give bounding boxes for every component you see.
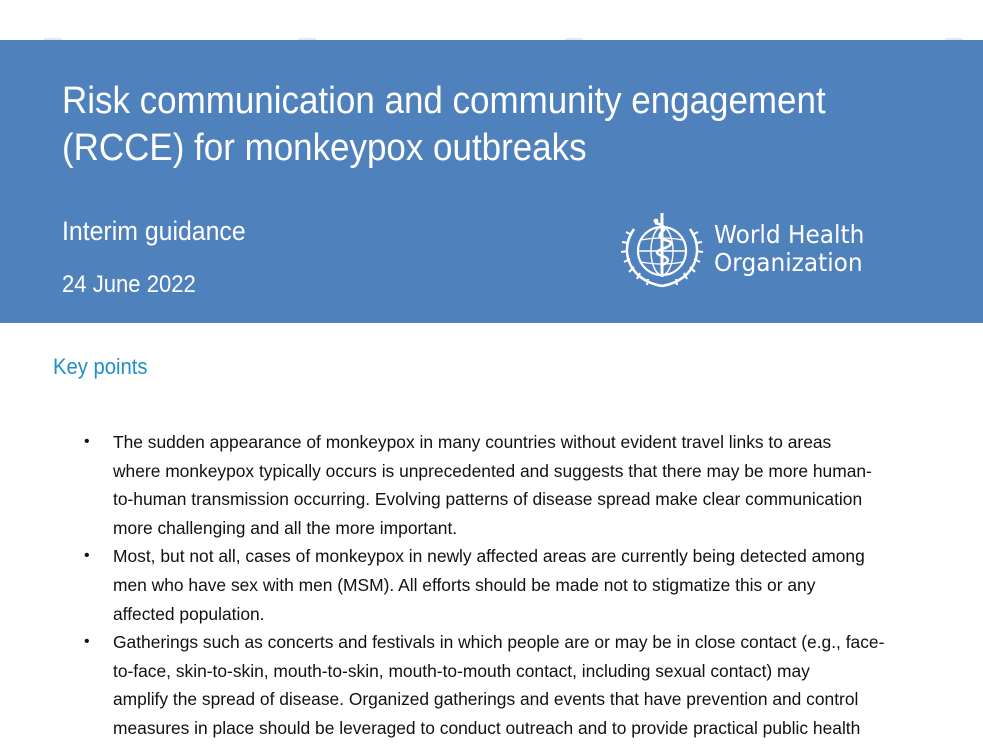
key-point-line: to-face, skin-to-skin, mouth-to-skin, mouth-to-mouth contact, including sexual contact) may bbox=[113, 660, 810, 681]
publication-date: 24 June 2022 bbox=[62, 271, 196, 298]
key-point-line: to-human transmission occurring. Evolving patterns of disease spread make clear communication bbox=[113, 489, 863, 510]
key-point-line: measures in place should be leveraged to conduct outreach and to provide practical public health bbox=[113, 717, 861, 738]
bullet-icon: • bbox=[84, 547, 90, 565]
who-logo-text bbox=[714, 221, 864, 277]
key-point-line: Most, but not all, cases of monkeypox in newly affected areas are currently being detected among bbox=[113, 546, 865, 567]
key-point-line: The sudden appearance of monkeypox in many countries without evident travel links to areas bbox=[113, 432, 832, 452]
who-logo-text-line-1: World Health bbox=[714, 220, 865, 249]
key-point-line: amplify the spread of disease. Organized gatherings and events that have prevention and control bbox=[113, 689, 859, 710]
key-point-line: where monkeypox typically occurs is unprecedented and suggests that there may be more human- bbox=[113, 460, 872, 481]
key-point-item bbox=[0, 428, 923, 542]
document-title bbox=[62, 78, 826, 172]
who-logo-text-line-2: Organization bbox=[714, 248, 863, 277]
section-heading-key-points: Key points bbox=[53, 354, 148, 379]
document-title-line-2: (RCCE) for monkeypox outbreaks bbox=[62, 127, 587, 169]
bullet-icon: • bbox=[84, 433, 90, 450]
document-subtitle: Interim guidance bbox=[62, 216, 246, 246]
who-logo bbox=[620, 207, 880, 291]
key-point-line: men who have sex with men (MSM). All efforts should be made not to stigmatize this or any bbox=[113, 574, 816, 595]
key-point-line: Gatherings such as concerts and festivals in which people are or may be in close contact (e.g., face- bbox=[113, 632, 885, 653]
key-point-item bbox=[0, 542, 923, 628]
document-title-line-1: Risk communication and community engagement bbox=[62, 80, 826, 122]
key-points-list bbox=[0, 428, 983, 743]
key-point-line: affected population. bbox=[113, 603, 265, 624]
who-emblem-icon bbox=[620, 207, 704, 289]
key-point-item bbox=[0, 628, 923, 742]
key-point-line: more challenging and all the more important. bbox=[113, 517, 458, 538]
bullet-icon: • bbox=[84, 633, 90, 651]
